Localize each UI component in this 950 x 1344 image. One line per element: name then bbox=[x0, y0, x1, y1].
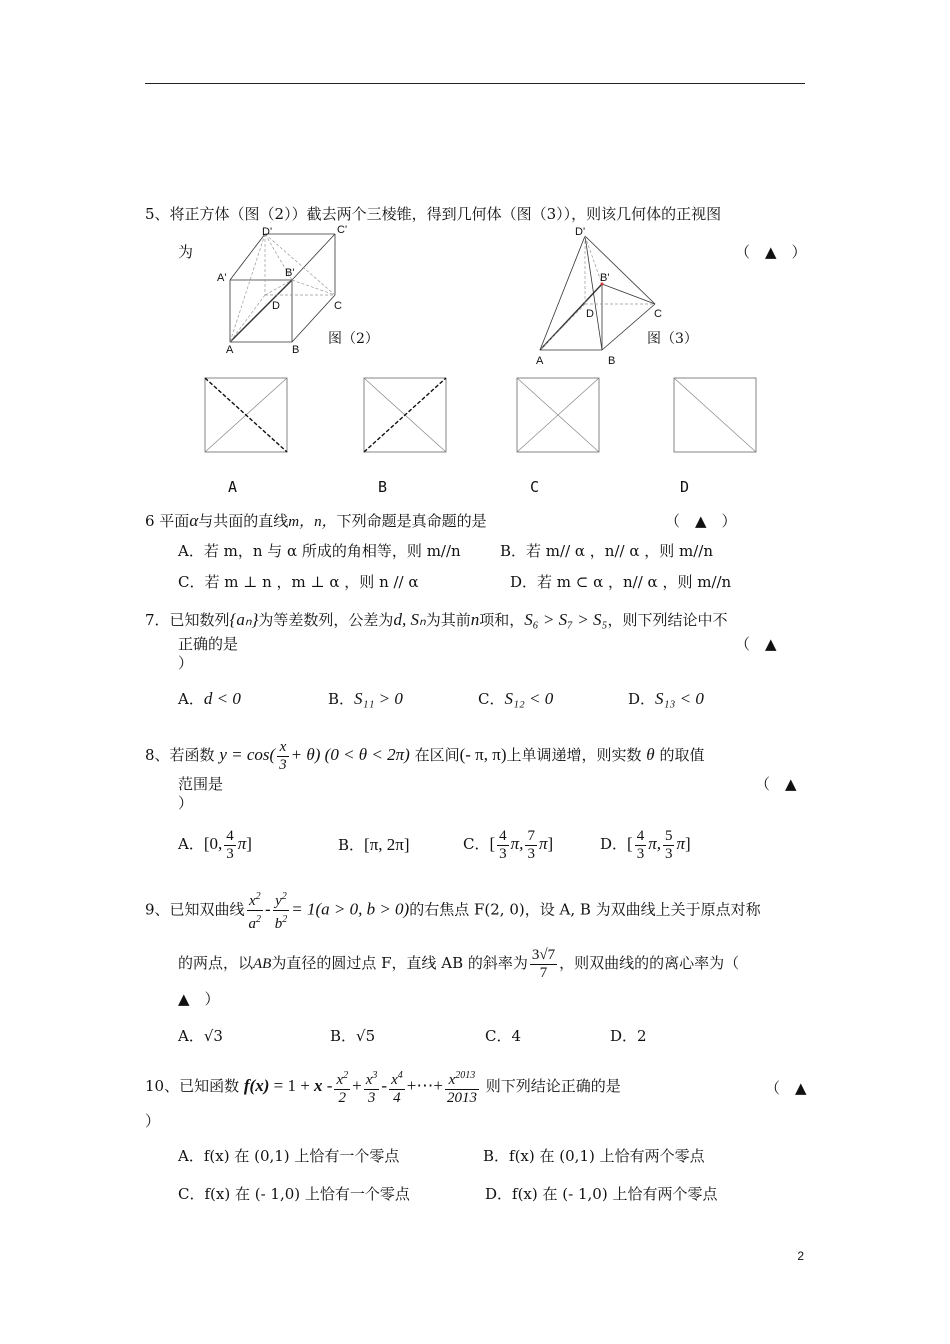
q7-bracket-close: ） bbox=[178, 654, 194, 672]
view-option-b bbox=[362, 376, 450, 456]
fig3-label-B: B bbox=[608, 355, 616, 367]
fig2-caption: 图（2） bbox=[328, 331, 379, 347]
q9-bracket-close: ▲ ） bbox=[178, 990, 220, 1008]
q7-stem-line1: 7．已知数列{aₙ}为等差数列，公差为d, Sₙ为其前n项和，S₆ > S₇ > S₅，则下列结论中不 bbox=[145, 610, 728, 629]
q6-option-a[interactable]: A．若 m，n 与 α 所成的角相等，则 m//n bbox=[178, 542, 461, 560]
q10-stem-line1: 10、已知函数 f(x) = 1 + x - $\frac{x^2}{2}$ + $\frac{x^3}{3}$ - $\frac{x^4}{4}$ +⋯+ $\frac{x^{2013}}{2013}$ 则下列结论正确的是 bbox=[145, 1066, 621, 1107]
q8-option-b[interactable]: B．[π, 2π] bbox=[338, 835, 410, 854]
q6-answer-bracket: （ ▲ ） bbox=[665, 512, 737, 530]
q7-option-b[interactable]: B．S₁₁ > 0 bbox=[328, 689, 403, 708]
view-option-a bbox=[203, 376, 291, 456]
fig2-label-C: C bbox=[334, 300, 342, 312]
q5-option-d[interactable]: D bbox=[680, 478, 690, 496]
fig3-label-C: C bbox=[654, 308, 662, 320]
q7-option-a[interactable]: A．d < 0 bbox=[178, 689, 241, 708]
q6-option-d[interactable]: D．若 m ⊂ α ，n// α ，则 m//n bbox=[510, 573, 732, 591]
fig3-label-A: A bbox=[536, 355, 544, 367]
q8-option-c[interactable]: C．[ $\frac{4}{3}$ π, $\frac{7}{3}$ π] bbox=[463, 827, 554, 862]
fig2-label-A: A bbox=[226, 344, 234, 356]
view-option-c bbox=[515, 376, 603, 456]
q5-stem-line2: 为 bbox=[178, 243, 194, 261]
q5-option-b[interactable]: B bbox=[378, 478, 388, 496]
q10-option-b[interactable]: B．f(x) 在 (0,1) 上恰有两个零点 bbox=[483, 1147, 705, 1165]
q6-option-c[interactable]: C．若 m ⊥ n ，m ⊥ α ，则 n // α bbox=[178, 573, 419, 591]
q10-option-c[interactable]: C．f(x) 在 (- 1,0) 上恰有一个零点 bbox=[178, 1185, 410, 1203]
q7-stem-line2: 正确的是 bbox=[178, 635, 239, 653]
q5-answer-bracket: （ ▲ ） bbox=[735, 243, 807, 261]
q8-bracket-open: （ ▲ bbox=[755, 775, 797, 793]
q5-option-c[interactable]: C bbox=[530, 478, 540, 496]
fig2-label-B1: B' bbox=[285, 267, 295, 279]
q8-x-over-3: $\frac{x}{3}$ bbox=[279, 738, 287, 773]
fig2-label-D: D bbox=[272, 300, 280, 312]
view-option-d bbox=[672, 376, 760, 456]
q8-bracket-close: ） bbox=[178, 794, 194, 812]
q8-stem-line1: 8、若函数 y = cos( $\frac{x}{3}$ + θ) (0 < θ < 2π) 在区间(- π, π)上单调递增，则实数 θ 的取值 bbox=[145, 738, 705, 773]
q8-option-a[interactable]: A．[0, $\frac{4}{3}$ π] bbox=[178, 827, 252, 862]
q5-option-a[interactable]: A bbox=[228, 478, 238, 496]
fig2-label-A1: A' bbox=[217, 272, 227, 284]
q9-option-c[interactable]: C．4 bbox=[485, 1027, 522, 1045]
q6-option-b[interactable]: B．若 m// α ，n// α ，则 m//n bbox=[500, 542, 713, 560]
q9-option-a[interactable]: A．√3 bbox=[178, 1027, 223, 1045]
q7-option-d[interactable]: D．S₁₃ < 0 bbox=[628, 689, 704, 708]
fig3-label-D1: D' bbox=[575, 226, 586, 238]
q7-bracket-open: （ ▲ bbox=[735, 635, 777, 653]
fig2-label-D1: D' bbox=[262, 226, 273, 238]
q10-bracket-close: ） bbox=[145, 1112, 161, 1130]
q10-option-a[interactable]: A．f(x) 在 (0,1) 上恰有一个零点 bbox=[178, 1147, 400, 1165]
page-number: 2 bbox=[797, 1249, 804, 1263]
q10-option-d[interactable]: D．f(x) 在 (- 1,0) 上恰有两个零点 bbox=[485, 1185, 718, 1203]
fig3-label-D: D bbox=[586, 308, 594, 320]
q7-option-c[interactable]: C．S₁₂ < 0 bbox=[478, 689, 554, 708]
q5-stem-line1: 5、将正方体（图（2））截去两个三棱锥，得到几何体（图（3）），则该几何体的正视图 bbox=[145, 205, 722, 223]
fig3-label-B1: B' bbox=[600, 272, 610, 284]
q10-bracket-open: （ ▲ bbox=[765, 1079, 807, 1097]
fig2-label-B: B bbox=[292, 344, 300, 356]
q9-option-d[interactable]: D．2 bbox=[610, 1027, 647, 1045]
q9-stem-line1: 9、已知双曲线 $\frac{x^2}{a^2}$ - $\frac{y^2}{b^2}$ = 1(a > 0, b > 0)的右焦点 F(2, 0)，设 A, B 为双曲线上关于原点对称 bbox=[145, 888, 761, 933]
fig2-label-C1: C' bbox=[337, 224, 348, 236]
q8-option-d[interactable]: D．[ $\frac{4}{3}$ π, $\frac{5}{3}$ π] bbox=[600, 827, 691, 862]
q9-option-b[interactable]: B．√5 bbox=[330, 1027, 376, 1045]
q8-stem-line2: 范围是 bbox=[178, 775, 224, 793]
q6-stem: 6 平面α与共面的直线m，n，下列命题是真命题的是 bbox=[145, 511, 487, 530]
q9-stem-line2: 的两点，以AB为直径的圆过点 F，直线 AB 的斜率为 $\frac{3√7}{7}$ ，则双曲线的的离心率为（ bbox=[178, 946, 740, 981]
header-rule bbox=[145, 83, 805, 84]
fig3-caption: 图（3） bbox=[647, 331, 698, 347]
